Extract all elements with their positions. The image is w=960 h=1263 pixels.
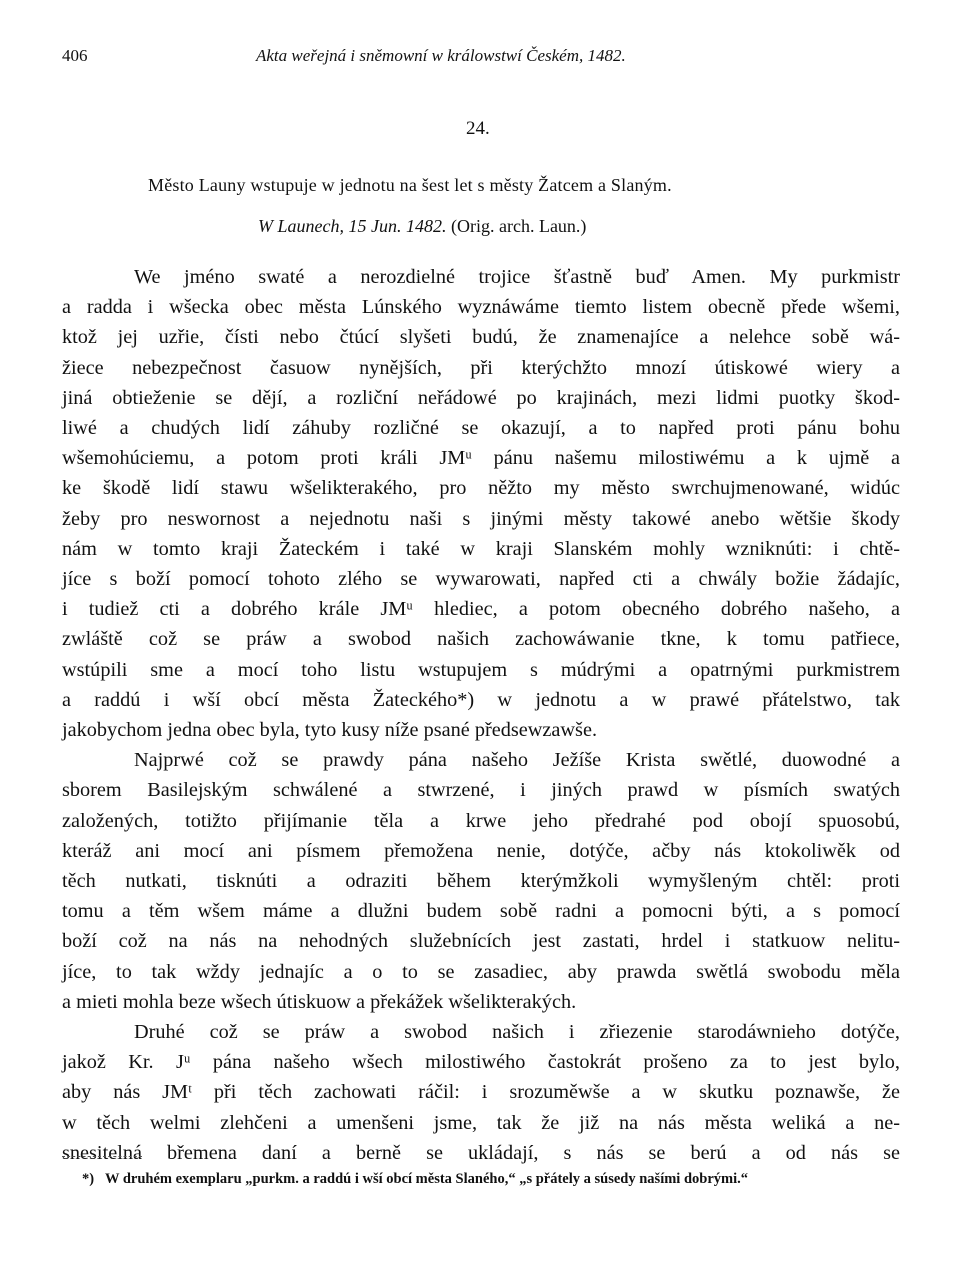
text-line: snesitelná břemena daní a berně se ukládají, s nás se berú a od nás se — [62, 1141, 900, 1164]
dateline-source: (Orig. arch. Laun.) — [450, 216, 587, 236]
text-line: Druhé což se práw a swobod našich i zřiezenie starodáwnieho dotýče, — [134, 1021, 900, 1044]
running-head — [62, 40, 900, 72]
text-line: ktož jej uzřie, čísti nebo čtúcí slyšeti budú, že znamenajíce a nelehce sobě wá- — [62, 326, 900, 349]
text-line: ke škodě lidí stawu wšelikterakého, pro něžto my město swrchujmenowané, widúc — [62, 477, 900, 500]
text-line: We jméno swaté a nerozdielné trojice šťastně buď Amen. My purkmistr — [134, 266, 900, 288]
text-line: jíce s boží pomocí tohoto zlého se wywarowati, napřed cti a chwály božie žádajíc, — [62, 568, 900, 591]
text-line: aby nás JMᵗ při těch zachowati ráčil: i srozuměwše a w skutku poznawše, že — [62, 1081, 900, 1104]
running-title: Akta weřejná i sněmowní w králowstwí Českém, 1482. — [256, 46, 626, 65]
document-number: 24. — [466, 118, 490, 139]
text-line: liwé a chudých lidí záhuby rozličné se okazují, a to napřed proti pánu bohu — [62, 417, 900, 440]
text-line: žiece nebezpečnost časuow nynějších, při kterýchžto mnozí útiskowé wiery a — [62, 356, 900, 379]
document-dateline — [258, 216, 586, 237]
text-line: jiná obtieženie se dějí, a rozliční neřádowé po krajinách, mezi lidmi puotky škod- — [62, 386, 900, 409]
footnote-text: W druhém exemplaru „purkm. a raddú i wší obcí města Slaného,“ „s přátely a súsedy našími dobrými.“ — [104, 1171, 748, 1187]
text-line: kteráž ani mocí ani písmem přemožena nenie, dotýče, ačby nás ktokoliwěk od — [62, 839, 900, 862]
footnote — [82, 1171, 748, 1188]
text-line: boží což na nás na nehodných služebnících jest zastati, hrdel i statkuow nelitu- — [62, 930, 900, 953]
text-line: wstúpili sme a mocí toho listu wstupujem s múdrými a opatrnými purkmistrem — [62, 658, 900, 681]
page-number: 406 — [62, 46, 88, 65]
text-line: w těch welmi zlehčeni a umenšeni jsme, tak že již na nás města weliká a ne- — [62, 1111, 900, 1134]
text-line: jakobychom jedna obec byla, tyto kusy níže psané předsewzawše. — [62, 719, 598, 742]
footnote-divider — [62, 1156, 142, 1157]
body-text — [62, 262, 900, 1168]
text-line: Najprwé což se prawdy pána našeho Ježíše Krista swětlé, duowodné a — [134, 749, 900, 772]
text-line: a mieti mohla beze wšech útiskuow a překážek wšelikterakých. — [62, 990, 577, 1013]
text-line: jíce, to tak wždy jednajíc a o to se zasadiec, aby prawda swětlá swobodu měla — [62, 960, 900, 983]
text-line: a radda i wšecka obec města Lúnského wyznáwáme tiemto listem obecně přede wšemi, — [62, 296, 900, 319]
text-line: žeby pro neswornost a nejednotu naši s jinými městy takowé anebo wětšie škody — [62, 507, 900, 530]
text-line: zwláště což se práw a swobod našich zachowáwanie tkne, k tomu patřiece, — [62, 628, 900, 651]
text-line: sborem Basilejským schwálené a stwrzené, i jiných prawd w písmích swatých — [62, 779, 900, 802]
page — [62, 40, 900, 1187]
text-line: jakož Kr. Jᵘ pána našeho wšech milostiwého častokrát prošeno za to jest bylo, — [62, 1051, 900, 1074]
text-line: tomu a těm wšem máme a dlužni budem sobě radni a pomocni býti, a s pomocí — [62, 900, 900, 923]
text-line: těch nutkati, tisknúti a odraziti během kterýmžkoli wymyšleným chtěl: proti — [62, 870, 900, 893]
text-line: nám w tomto kraji Žateckém i také w kraji Slanském mohly wzniknúti: i chtě- — [62, 537, 900, 560]
text-line: i tudiež cti a dobrého krále JMᵘ hlediec, a potom obecného dobrého našeho, a — [62, 598, 900, 621]
document-summary: Město Launy wstupuje w jednotu na šest let s městy Žatcem a Slaným. — [148, 175, 672, 195]
dateline-place: W Launech, 15 Jun. 1482. — [258, 216, 447, 236]
footnote-marker: *) — [82, 1171, 95, 1187]
text-line: založených, totižto přijímanie těla a krwe jeho předrahé pod obojí spuosobú, — [62, 809, 900, 832]
text-line: a raddú i wší obcí města Žateckého*) w jednotu a w prawé přátelstwo, tak — [62, 688, 900, 711]
text-line: wšemohúciemu, a potom proti králi JMᵘ pánu našemu milostiwému a k ujmě a — [62, 447, 900, 470]
